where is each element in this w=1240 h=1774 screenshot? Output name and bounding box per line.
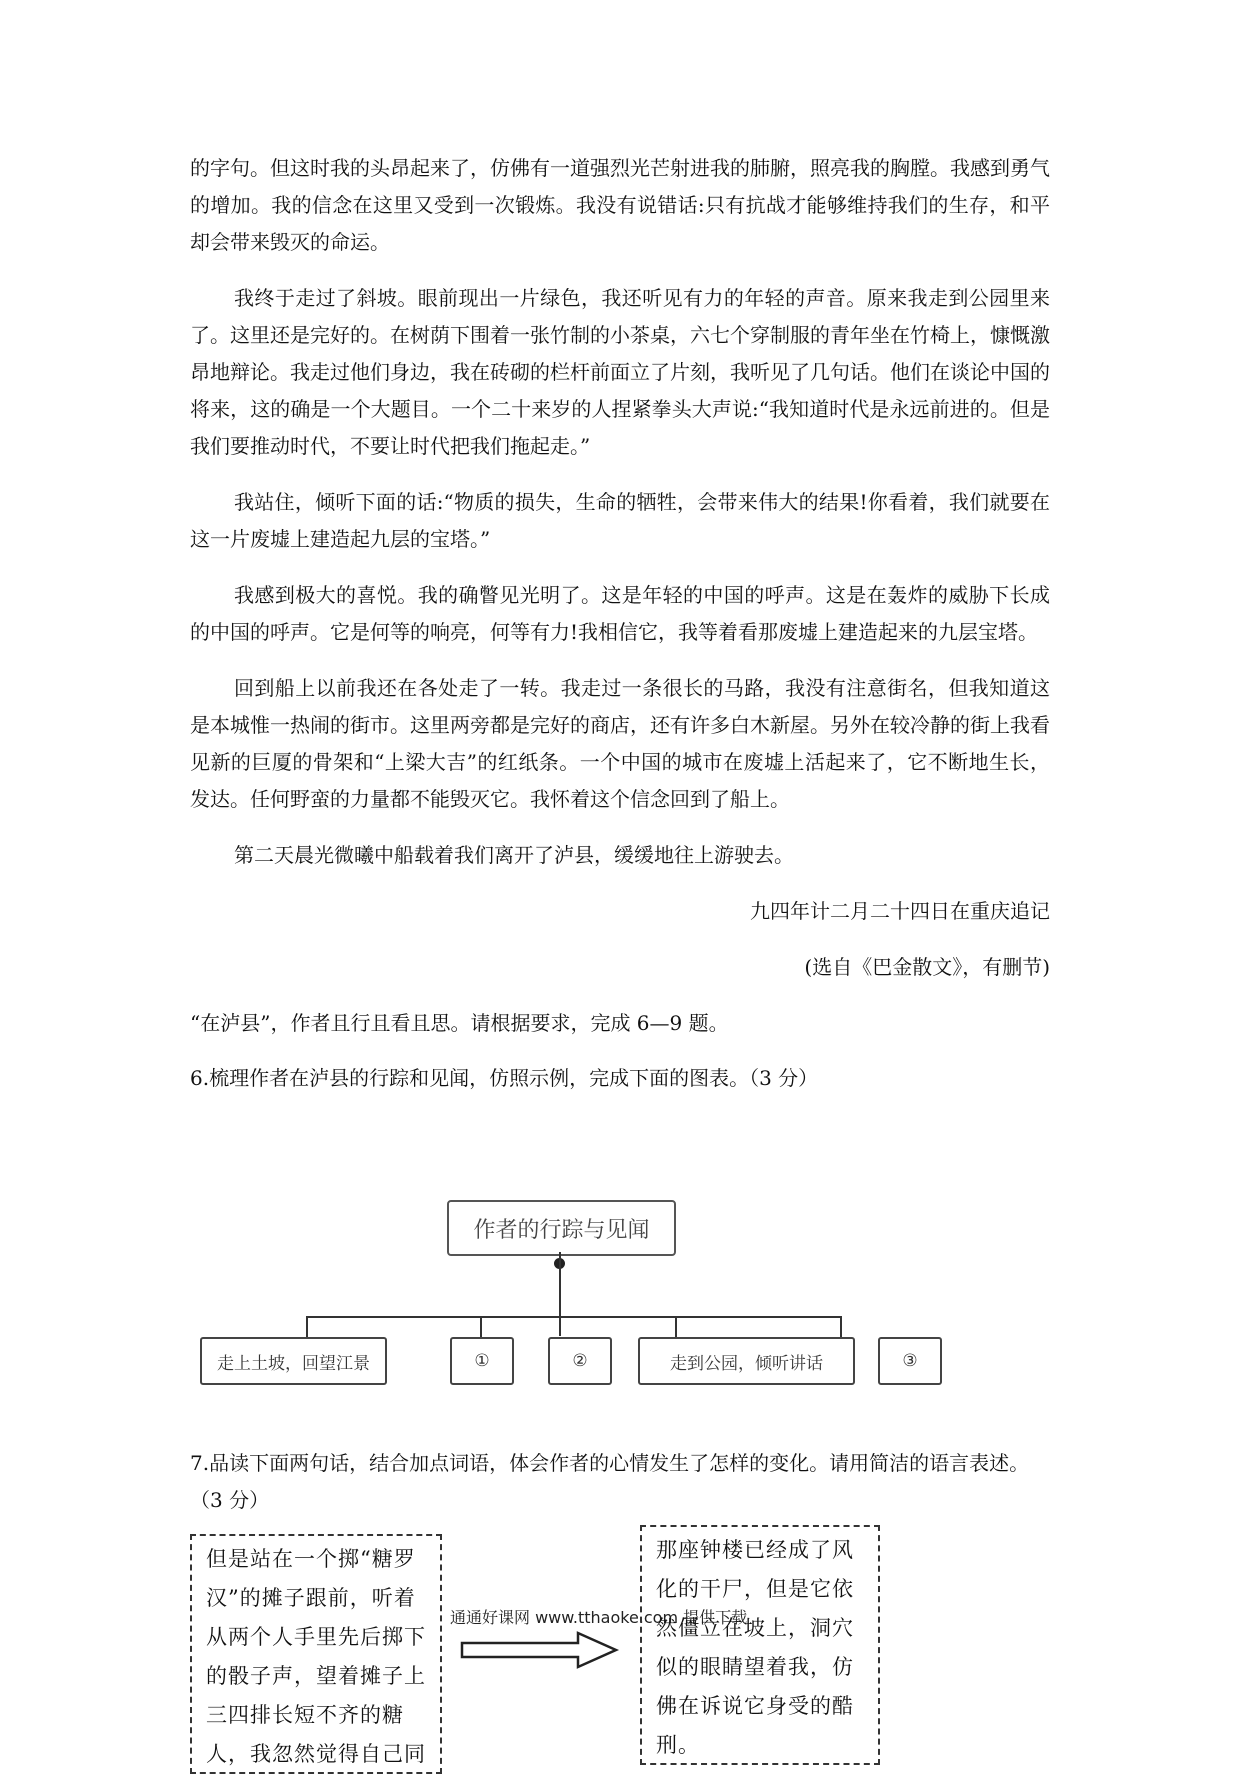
paragraph-3: 我站住，倾听下面的话:“物质的损失，生命的牺牲，会带来伟大的结果!你看着，我们就要在这一片废墟上建造起九层的宝塔。” — [190, 490, 1050, 551]
diagram-leaf: 走到公园，倾听讲话 — [638, 1337, 855, 1385]
date-line: 九四年计二月二十四日在重庆追记 — [750, 899, 1050, 923]
diagram-leaf: 走上土坡，回望江景 — [200, 1337, 387, 1385]
diagram-leaf-blank: ① — [450, 1337, 514, 1385]
quote-box-right: 那座钟楼已经成了风化的干尸，但是它依然僵立在坡上，洞穴似的眼睛望着我，仿佛在诉说它身受的酷刑。 — [640, 1525, 880, 1765]
question-7: 7.品读下面两句话，结合加点词语，体会作者的心情发生了怎样的变化。请用简洁的语言表述。（3 分） — [190, 1451, 1030, 1512]
diagram-root: 作者的行踪与见闻 — [447, 1200, 676, 1256]
diagram-branch — [306, 1316, 308, 1337]
paragraph-4: 我感到极大的喜悦。我的确瞥见光明了。这是年轻的中国的呼声。这是在轰炸的威胁下长成的中国的呼声。它是何等的响亮，何等有力!我相信它，我等着看那废墟上建造起来的九层宝塔。 — [190, 583, 1050, 644]
paragraph-2: 我终于走过了斜坡。眼前现出一片绿色，我还听见有力的年轻的声音。原来我走到公园里来了。这里还是完好的。在树荫下围着一张竹制的小茶桌，六七个穿制服的青年坐在竹椅上，慷慨激昂地辩论。我走过他们身边，我在砖砌的栏杆前面立了片刻，我听见了几句话。他们在谈论中国的将来，这的确是一个大题目。一个二十来岁的人捏紧拳头大声说:“我知道时代是永远前进的。但是我们要推动时代，不要让时代把我们拖起走。” — [190, 286, 1050, 458]
diagram-branch — [840, 1316, 842, 1337]
article-body — [190, 150, 1050, 1115]
watermark: 通通好课网 www.tthaoke.com 提供下载 — [450, 1608, 748, 1627]
question-7-block — [190, 1445, 1050, 1537]
itinerary-diagram — [190, 1196, 950, 1386]
source-line: (选自《巴金散文》，有删节) — [804, 955, 1050, 979]
paragraph-5: 回到船上以前我还在各处走了一转。我走过一条很长的马路，我没有注意街名，但我知道这是本城惟一热闹的街市。这里两旁都是完好的商店，还有许多白木新屋。另外在较冷静的街上我看见新的巨厦的骨架和“上梁大吉”的红纸条。一个中国的城市在废墟上活起来了，它不断地生长，发达。任何野蛮的力量都不能毁灭它。我怀着这个信念回到了船上。 — [190, 676, 1050, 811]
question-6: 6.梳理作者在泸县的行踪和见闻，仿照示例，完成下面的图表。（3 分） — [190, 1066, 819, 1090]
quote-box-left: 但是站在一个掷“糖罗汉”的摊子跟前，听着从两个人手里先后掷下的骰子声，望着摊子上三四排长短不齐的糖人，我忽然觉得自己同 — [190, 1534, 442, 1774]
section-intro: “在泸县”，作者且行且看且思。请根据要求，完成 6—9 题。 — [190, 1011, 729, 1035]
diagram-branch — [675, 1316, 677, 1337]
diagram-leaf-blank: ② — [548, 1337, 612, 1385]
diagram-branch — [480, 1316, 482, 1337]
paragraph-6: 第二天晨光微曦中船载着我们离开了泸县，缓缓地往上游驶去。 — [234, 843, 794, 867]
diagram-leaf-blank: ③ — [878, 1337, 942, 1385]
diagram-trunk — [559, 1252, 561, 1336]
right-arrow-icon — [460, 1630, 620, 1670]
diagram-bar — [306, 1316, 842, 1318]
paragraph-1: 的字句。但这时我的头昂起来了，仿佛有一道强烈光芒射进我的肺腑，照亮我的胸膛。我感到勇气的增加。我的信念在这里又受到一次锻炼。我没有说错话:只有抗战才能够维持我们的生存，和平却会带来毁灭的命运。 — [190, 156, 1050, 254]
